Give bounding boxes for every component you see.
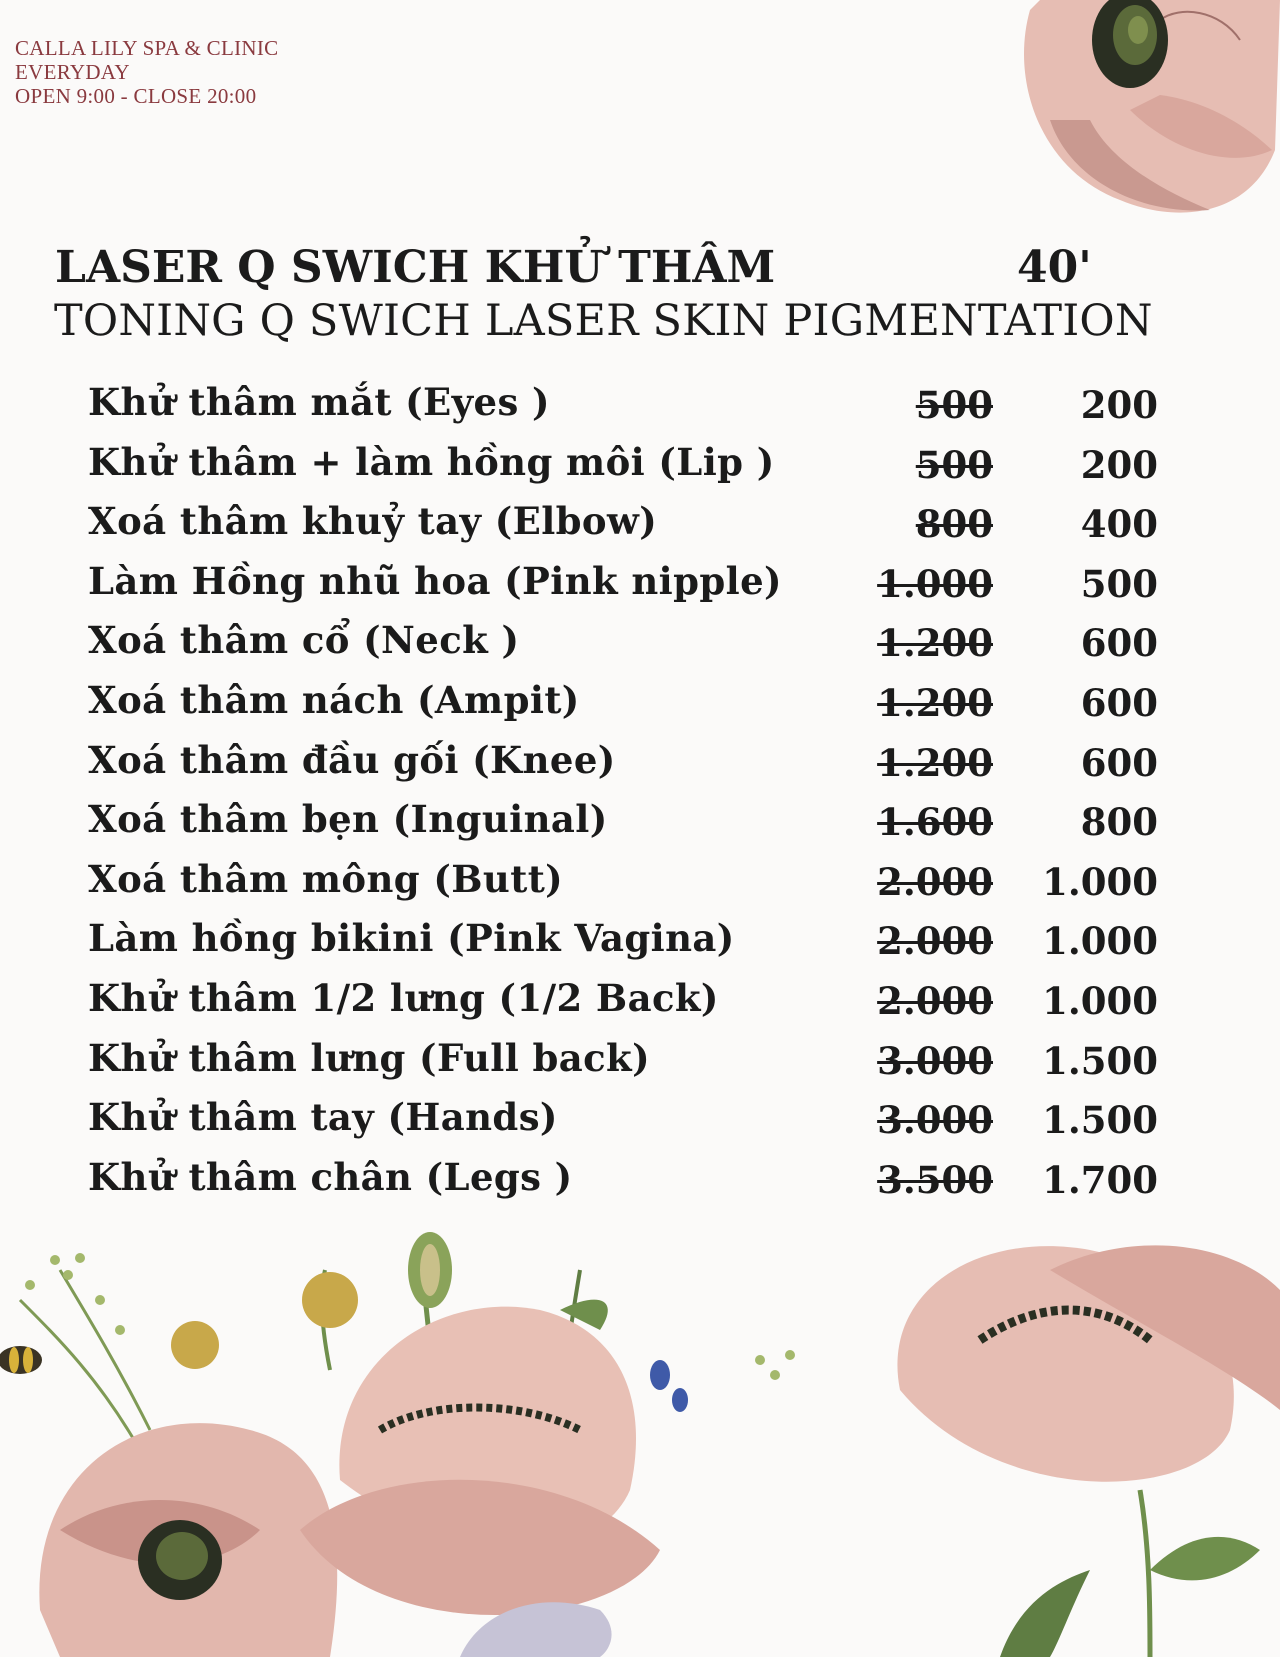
old-price: 800 (915, 502, 993, 547)
item-name: Xoá thâm khuỷ tay (Elbow) (88, 499, 658, 544)
opening-hours: OPEN 9:00 - CLOSE 20:00 (15, 84, 257, 108)
new-price: 600 (1080, 680, 1158, 725)
item-name: Làm Hồng nhũ hoa (Pink nipple) (88, 558, 782, 603)
new-price: 400 (1080, 502, 1158, 547)
price-row (88, 380, 1158, 440)
item-name: Làm hồng bikini (Pink Vagina) (88, 916, 735, 961)
old-price: 500 (915, 442, 993, 487)
price-row (88, 1155, 1158, 1215)
price-row (88, 797, 1158, 857)
new-price: 800 (1080, 800, 1158, 845)
item-name: Xoá thâm bẹn (Inguinal) (88, 797, 608, 842)
old-price: 3.000 (877, 1038, 993, 1083)
item-name: Khử thâm mắt (Eyes ) (88, 380, 550, 424)
new-price: 200 (1080, 442, 1158, 487)
new-price: 1.000 (1042, 919, 1158, 964)
price-row (88, 499, 1158, 559)
price-row (88, 1095, 1158, 1155)
price-row (88, 678, 1158, 738)
new-price: 1.000 (1042, 859, 1158, 904)
old-price: 500 (915, 383, 993, 427)
item-name: Khử thâm chân (Legs ) (88, 1154, 573, 1199)
old-price: 2.000 (877, 919, 993, 964)
item-name: Xoá thâm cổ (Neck ) (88, 618, 520, 663)
item-name: Xoá thâm nách (Ampit) (88, 677, 580, 722)
top-right-flower-illustration (1010, 0, 1280, 230)
price-row (88, 976, 1158, 1036)
old-price: 1.200 (877, 621, 993, 666)
old-price: 3.500 (877, 1157, 993, 1202)
new-price: 600 (1080, 740, 1158, 785)
new-price: 1.000 (1042, 978, 1158, 1023)
spa-name: CALLA LILY SPA & CLINIC (15, 36, 279, 60)
item-name: Khử thâm 1/2 lưng (1/2 Back) (88, 975, 719, 1020)
old-price: 2.000 (877, 978, 993, 1023)
item-name: Xoá thâm đầu gối (Knee) (88, 737, 616, 782)
title-row (55, 242, 1155, 302)
new-price: 1.700 (1042, 1157, 1158, 1202)
item-name: Khử thâm tay (Hands) (88, 1095, 558, 1140)
old-price: 3.000 (877, 1098, 993, 1143)
open-days: EVERYDAY (15, 60, 130, 84)
price-row (88, 857, 1158, 917)
service-duration: 40' (1017, 242, 1092, 293)
price-row (88, 559, 1158, 619)
new-price: 1.500 (1042, 1098, 1158, 1143)
price-list (88, 380, 1158, 1214)
old-price: 2.000 (877, 859, 993, 904)
price-row (88, 738, 1158, 798)
price-row (88, 1036, 1158, 1096)
new-price: 600 (1080, 621, 1158, 666)
old-price: 1.000 (877, 561, 993, 606)
price-row (88, 440, 1158, 500)
price-row (88, 618, 1158, 678)
bottom-floral-illustration (0, 1230, 1280, 1657)
spa-header (15, 36, 278, 108)
old-price: 1.200 (877, 740, 993, 785)
item-name: Khử thâm lưng (Full back) (88, 1035, 650, 1080)
item-name: Khử thâm + làm hồng môi (Lip ) (88, 439, 775, 484)
price-row (88, 916, 1158, 976)
item-name: Xoá thâm mông (Butt) (88, 856, 564, 901)
old-price: 1.600 (877, 800, 993, 845)
new-price: 1.500 (1042, 1038, 1158, 1083)
old-price: 1.200 (877, 680, 993, 725)
service-title: LASER Q SWICH KHỬ THÂM (55, 242, 776, 293)
new-price: 200 (1080, 383, 1158, 427)
service-subtitle: TONING Q SWICH LASER SKIN PIGMENTATION (54, 296, 1153, 346)
new-price: 500 (1080, 561, 1158, 606)
